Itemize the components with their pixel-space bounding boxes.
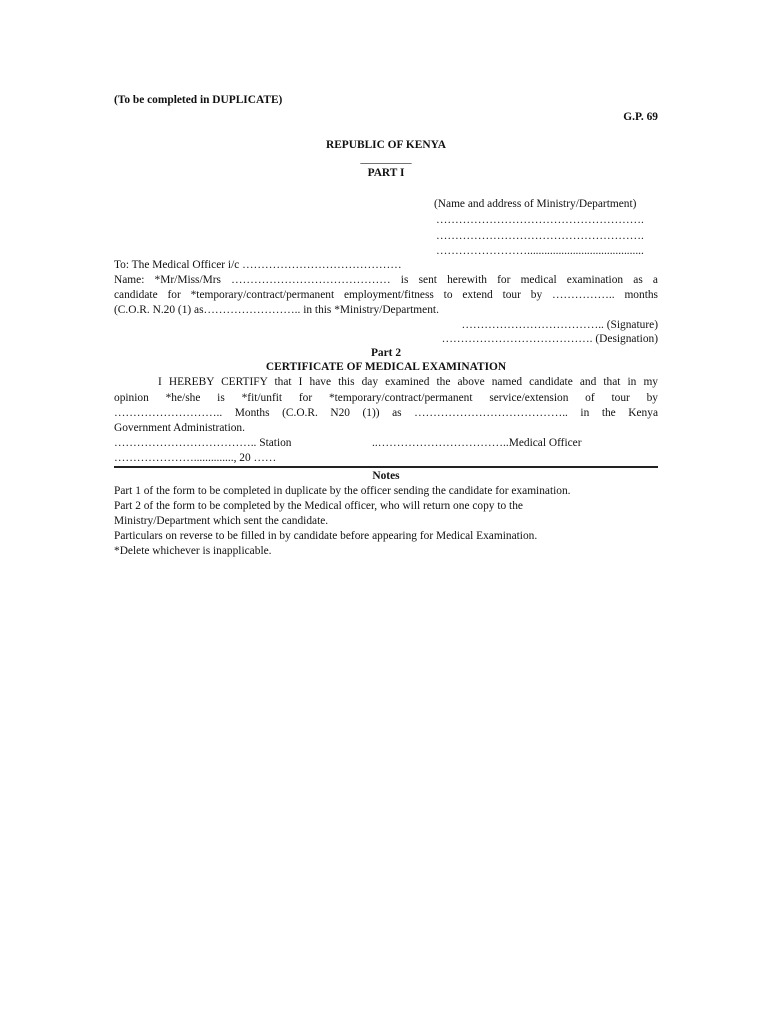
note-item: Part 1 of the form to be completed in duplicate by the officer sending the candidate for examination. <box>114 485 571 497</box>
note-item: *Delete whichever is inapplicable. <box>114 545 272 557</box>
title-underline: _________ <box>360 153 412 165</box>
address-line-1: ………………………………………………. <box>436 214 644 226</box>
address-label: (Name and address of Ministry/Department) <box>434 198 637 210</box>
signature-line: ……………………………….. (Signature) <box>461 319 658 331</box>
certificate-heading: CERTIFICATE OF MEDICAL EXAMINATION <box>265 361 507 373</box>
part1-body-line-3: (C.O.R. N.20 (1) as…………………….. in this *Ministry/Department. <box>114 304 439 316</box>
notes-title: Notes <box>372 470 400 482</box>
address-line-3: ……………………......................................... <box>436 245 644 257</box>
duplicate-note: (To be completed in DUPLICATE) <box>114 94 283 106</box>
country-heading: REPUBLIC OF KENYA <box>325 139 447 151</box>
part1-body-line-1: Name: *Mr/Miss/Mrs …………………………………… is sent herewith for medical examination as a <box>114 274 658 286</box>
note-item: Particulars on reverse to be filled in by candidate before appearing for Medical Examination. <box>114 530 538 542</box>
certify-line-3: ……………………….. Months (C.O.R. N20 (1)) as ………………………………….. in the Kenya <box>114 407 658 419</box>
to-medical-officer-line: To: The Medical Officer i/c …………………………………… <box>114 259 402 271</box>
certify-line-1: I HEREBY CERTIFY that I have this day examined the above named candidate and that in my <box>158 376 658 388</box>
note-item: Ministry/Department which sent the candidate. <box>114 515 329 527</box>
note-item: Part 2 of the form to be completed by the Medical officer, who will return one copy to the <box>114 500 523 512</box>
station-line: ……………………………….. Station <box>114 437 292 449</box>
part2-title: Part 2 <box>370 347 402 359</box>
certify-line-4: Government Administration. <box>114 422 245 434</box>
date-line: ………………….............., 20 …… <box>114 452 277 464</box>
certify-line-2: opinion *he/she is *fit/unfit for *temporary/contract/permanent service/extension of tour by <box>114 392 658 404</box>
form-code: G.P. 69 <box>623 111 658 123</box>
address-line-2: ………………………………………………. <box>436 230 644 242</box>
designation-line: …………………………………. (Designation) <box>441 333 658 345</box>
section-divider <box>114 466 658 468</box>
medical-officer-line: ..……………………………..Medical Officer <box>372 437 582 449</box>
part1-title: PART I <box>367 167 405 179</box>
part1-body-line-2: candidate for *temporary/contract/permanent employment/fitness to extend tour by …………….. months <box>114 289 658 301</box>
